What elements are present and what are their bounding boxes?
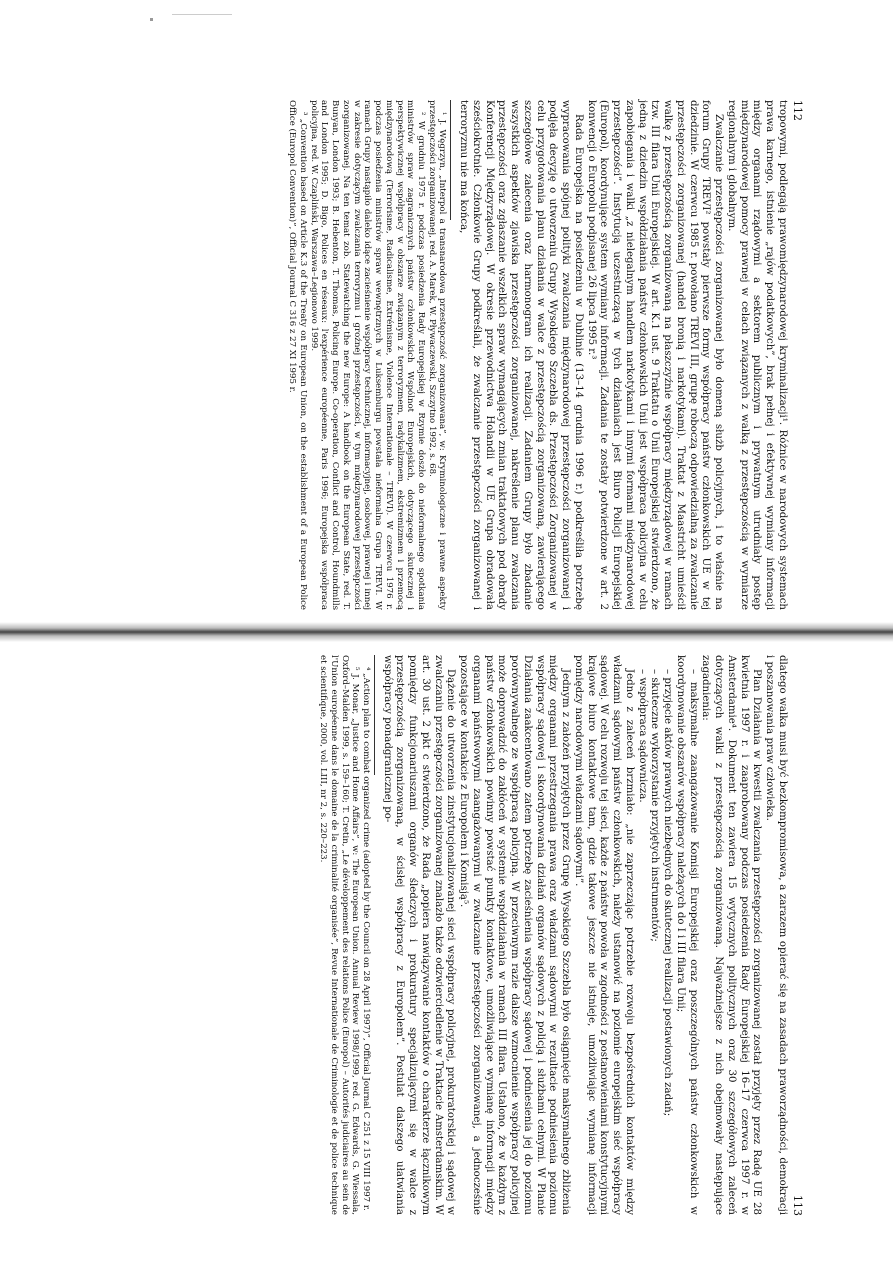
main-text bbox=[317, 655, 788, 1215]
paragraph: Plan Działania w kwestii zwalczania przestępczości zorganizowanej został przyjęty przez Radę UE 28 kwietnia 1997 r. i zaaprobowany podczas posiedzenia Rady Europejskiej 16–17 czerwca 1997 r. w Amsterdamie⁴. Dokument ten zawiera 15 wytycznych politycznych oraz 30 szczegółowych zaleceń dotyczących walki z przestępczością zorganizowaną. Najważniejsze z nich obejmowały następujące zagadnienia: bbox=[700, 655, 763, 1215]
paragraph: tropowymi, podlegają prawomiędzynarodowej kryminalizacji¹. Różnice w narodowych systemach prawa karnego, istnienie „rajów podatkowych”, brak pełnej i efektywnej wymiany informacji między organami rządowymi a sektorem publicznym i prywatnym utrudniały postęp międzynarodowej pomocy prawnej w celach związanych z walką z przestępczością w wymiarze regionalnym i globalnym. bbox=[726, 100, 788, 610]
footnote: ¹ J. Węgrzyn, „Interpol a transnarodowa przestępczość zorganizowana”, w: Kryminologiczne i prawne aspekty przestępczości zorganizowanej, red. A. Marek, W. Pływaczewski, Szczytno 1992, s. 68. bbox=[426, 100, 448, 610]
paragraph: Rada Europejska na posiedzeniu w Dublinie (13–14 grudnia 1996 r.) podkreśliła potrzebę wypracowania spójnej polityki zwalczania międzynarodowej przestępczości zorganizowanej i podjęła decyzję o utworzeniu Grupy Wysokiego Szczebla ds. Przestępczości Zorganizowanej w celu przygotowania planu działania w walce z przestępczością zorganizowaną, zawierającego szczegółowe zalecenia oraz harmonogram ich realizacji. Zadaniem Grupy było zbadanie wszystkich aspektów zjawiska przestępczości zorganizowanej, nakreślenie planu zwalczania przestępczości oraz zgłaszanie wszelkich spraw wymagających zmian traktatowych pod obrady Konferencji Międzyrządowej. W okresie przewodnictwa Holandii w UE Grupa obradowała sześciokrotnie. Członkowie Grupy podkreślali, że zwalczanie przestępczości zorganizowanej i terroryzmu nie ma końca, bbox=[458, 100, 584, 610]
paragraph: dlatego walka musi być bezkompromisowa, a zarazem opierać się na zasadach praworządności, demokracji i poszanowania praw człowieka. bbox=[764, 655, 788, 1215]
scan-speck bbox=[172, 14, 232, 15]
footnote: ⁵ J. Monar, „Justice and Home Affairs”, w: The European Union. Annual Review 1998/1999, red. G. Edwards, G. Wiessala, Oxford–Malden 1999, s. 159–160; T. Cretin, „Le développement des relations Police (Europol) – Autorités judiciaires au sein de l'Union européenne dans le domaine de la criminalité organisée”, Revue Internationale de Criminologie et de police technique et scientifique, 2000, vol. LIII, nr 2, s. 220–223. bbox=[318, 655, 361, 1215]
scan-speck bbox=[150, 18, 153, 21]
page-number: 112 bbox=[791, 100, 804, 121]
footnote: ³ „Convention based on Article K.3 of the Treaty on European Union, on the establishment of a European Police Office (Europol Convention)”, Official Journal C 316 z 27 XI 1995 r. bbox=[287, 100, 308, 610]
paragraph: Dążenie do utworzenia zinstytucjonalizowanej sieci współpracy policyjnej, prokuratorskiej i sądowej w zwalczaniu przestępczości zorganizowanej znalazło także odzwierciedlenie w Traktacie Amsterdamskim. W art. 30 ust. 2 pkt c stwierdzono, że Rada „popiera nawiązywanie kontaktów o charakterze łącznikowym pomiędzy funkcjonariuszami organów śledczych i prokuratury specjalizującymi się w walce z przestępczością zorganizowaną, w ścisłej współpracy z Europolem”. Postulat dalszego ułatwiania współpracy ponadgranicznej po- bbox=[381, 655, 457, 1215]
list-item: – skuteczne wykorzystanie przyjętych instrumentów; bbox=[649, 669, 661, 942]
page-112 bbox=[40, 100, 804, 610]
paragraph: Jedno z zaleceń brzmiało: „nie zaprzeczając potrzebie rozwoju bezpośrednich kontaktów między władzami sądowymi państw członkowskich, należy ustanowić na poziomie europejskim sieć współpracy sądowej. W celu rozwoju tej sieci, każde z państw powoła w zgodności z postanowieniami konstytucyjnymi krajowe biuro kontaktowe tam, gdzie takowe jeszcze nie istnieje, umożliwiając wymianę informacji pomiędzy narodowymi władzami sądowymi”. bbox=[573, 655, 635, 1215]
list-item: – maksymalne zaangażowanie Komisji Europejskiej oraz poszczególnych państw członkowskich w koordynowanie obszarów współpracy należących do I i III filara Unii; bbox=[675, 655, 699, 1215]
page-number: 113 bbox=[791, 1195, 804, 1216]
list-item: – przyjęcie aktów prawnych niezbędnych do skutecznej realizacji postawionych zadań; bbox=[662, 669, 674, 1117]
book-gutter bbox=[0, 622, 893, 642]
list-item: – współpraca sądownicza. bbox=[636, 669, 648, 803]
main-text bbox=[286, 100, 788, 610]
footnote: ⁴ „Action plan to combat organized crime (adopted by the Council on 28 April 1997)”, Official Journal C 251 z 15 VIII 1997 r. bbox=[361, 667, 371, 1211]
footnote: ² W grudniu 1975 r. podczas posiedzenia Rady Europejskiej w Rzymie doszło do nieformalnego spotkania ministrów spraw zagranicznych państw członkowskich Wspólnot Europejskich, dotyczącego skutecznej i perspektywicznej współpracy w obszarze związanym z terroryzmem, radykalizmem, ekstremizmem i przemocą międzynarodową (Terrorisme, Radicalisme, Extrémisme, Violence Internationale – TREVI). W czerwcu 1976 r. podczas posiedzenia ministrów spraw wewnętrznych w Luksemburgu powstała nieformalna Grupa TREVI. W ramach Grupy nastąpiło daleko idące zacieśnienie współpracy technicznej, informacyjnej, osobowej, prawnej i innej w zakresie dotyczącym zwalczania terroryzmu i groźnej przestępczości, w tym międzynarodowej przestępczości zorganizowanej. Na ten temat zob. Statewatching the new Europe: A handbook on the European State, red. T. Bunyan, London 1993; B. Hebenton, T. Thomas, Policing Europe. Co-operation, Conflict and Control, Houndmills and London 1995; D. Bigo, Polices en réseaux: l'expérience européenne, Paris 1996; Europejska współpraca policyjna, red. W. Czapliński, Warszawa–Legionowo 1999. bbox=[308, 100, 427, 610]
paragraph: Jednym z założeń przyjętych przez Grupę Wysokiego Szczebla było osiągnięcie maksymalnego zbliżenia między organami przestrzegania prawa oraz władzami sądowymi w rezultacie podniesienia poziomu współpracy sądowej i skoordynowania działań organów sądowych z policją i służbami celnymi. W Planie Działania zaakcentowano zatem potrzebę zacieśnienia współpracy sądowej i podniesienia jej do poziomu porównywalnego ze współpracą policyjną. W przeciwnym razie dalsze wzmocnienie współpracy policyjnej może doprowadzić do zakłóceń w systemie współdziałania w ramach III filara. Ustalono, że w każdym z państw członkowskich powinny powstać punkty kontaktowe, umożliwiające wymianę informacji między organami państwowymi zaangażowanymi w zwalczanie przestępczości zorganizowanej, a jednocześnie pozostające w kontakcie z Europolem i Komisją⁵. bbox=[458, 655, 572, 1215]
page-113 bbox=[40, 655, 804, 1216]
paragraph: Zwalczanie przestępczości zorganizowanej było domeną służb policyjnych, i to właśnie na forum Grupy TREVI² powstały pierwsze formy współpracy państw członkowskich UE w tej dziedzinie. W czerwcu 1985 r. powołano TREVI III, grupę roboczą odpowiedzialną za zwalczanie przestępczości zorganizowanej (handel bronią i narkotykami). Traktat z Maastricht umieścił walkę z przestępczością zorganizowaną na płaszczyźnie współpracy międzyrządowej w ramach tzw. III filara Unii Europejskiej. W art. K.1 ust. 9 Traktatu o Unii Europejskiej stwierdzono, że jedną z dziedzin współdziałania państw członkowskich Unii jest współpraca policyjna w celu zapobiegania i walki „z nielegalnym handlem narkotykami i innymi formami międzynarodowej przestępczości”. Instytucją uczestniczącą w tych działaniach jest Biuro Policji Europejskiej (Europol), koordynujące system wymiany informacji. Zadania te zostały potwierdzone w art. 2 konwencji o Europolu podpisanej 26 lipca 1995 r.³ bbox=[585, 100, 725, 610]
footnote-rule bbox=[374, 655, 375, 775]
footnote-rule bbox=[451, 100, 452, 220]
